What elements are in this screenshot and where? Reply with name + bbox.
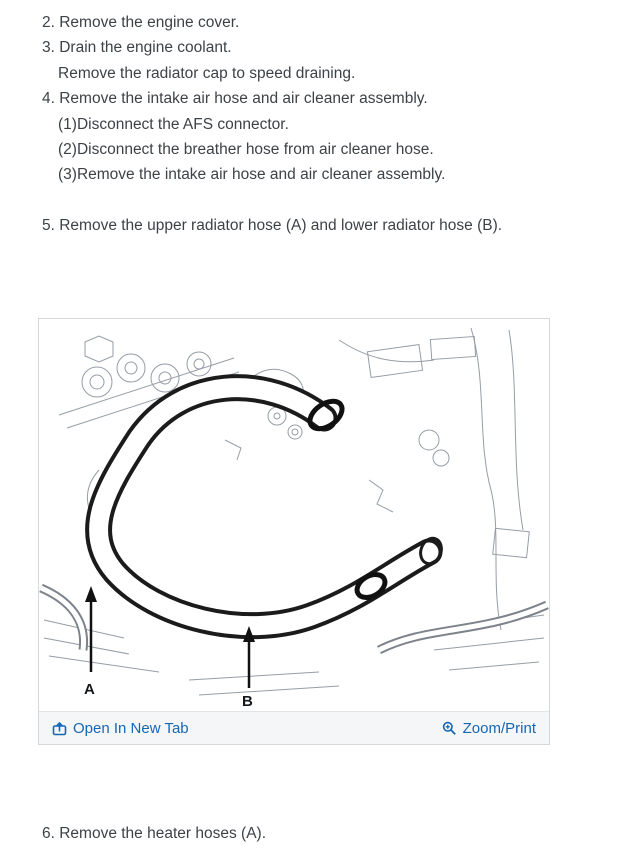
- instruction-line: 6. Remove the heater hoses (A).: [42, 825, 267, 843]
- figure-label-b: B: [242, 693, 253, 711]
- instruction-line: 3. Drain the engine coolant.: [42, 39, 232, 57]
- zoom-print-label: Zoom/Print: [462, 719, 536, 737]
- instruction-line: Remove the radiator cap to speed draining.: [58, 64, 356, 82]
- open-in-new-tab-link[interactable]: [52, 720, 189, 737]
- instruction-list: [0, 0, 620, 238]
- engine-diagram-image: [39, 319, 549, 711]
- instruction-line: (3)Remove the intake air hose and air cleaner assembly.: [58, 166, 446, 184]
- instruction-line: 2. Remove the engine cover.: [42, 14, 240, 31]
- open-in-new-tab-icon: [52, 721, 67, 736]
- instruction-line: 5. Remove the upper radiator hose (A) and lower radiator hose (B).: [42, 216, 503, 234]
- magnifier-zoom-icon: [442, 721, 457, 736]
- figure-toolbar: [39, 711, 549, 744]
- instruction-line: (2)Disconnect the breather hose from air cleaner hose.: [58, 141, 434, 159]
- instruction-line: (1)Disconnect the AFS connector.: [58, 115, 289, 133]
- engine-diagram-svg: [39, 319, 549, 711]
- zoom-print-link[interactable]: [442, 720, 536, 737]
- figure-label-a: A: [84, 681, 95, 699]
- engine-clutter-lines: [44, 328, 544, 695]
- figure-panel: [38, 318, 550, 745]
- open-in-new-tab-label: Open In New Tab: [73, 719, 189, 737]
- instruction-line: 4. Remove the intake air hose and air cleaner assembly.: [42, 90, 428, 108]
